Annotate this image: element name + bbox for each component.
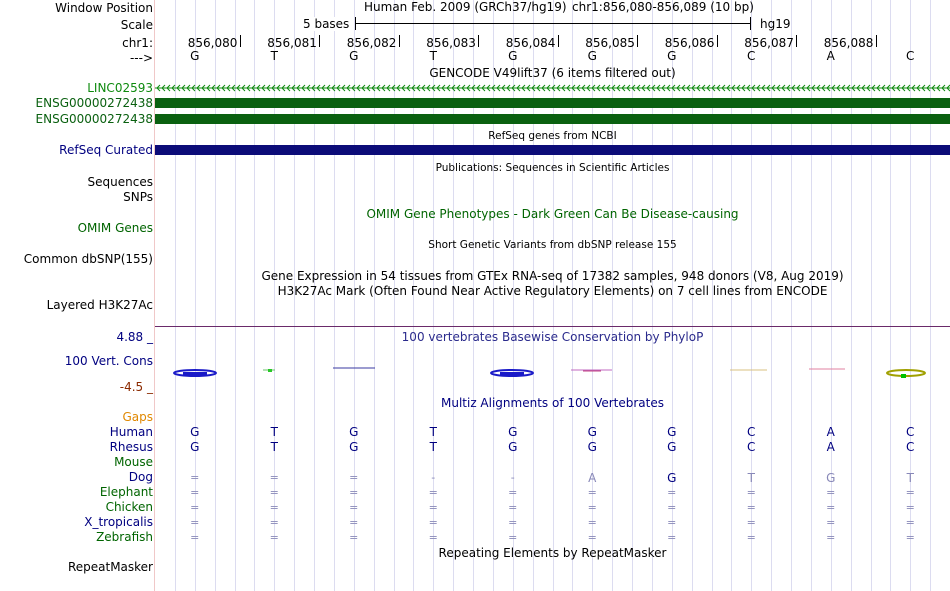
coordinate-label: 856,082 <box>346 36 397 50</box>
scale-bar <box>355 23 751 24</box>
alignment-base: = <box>428 486 438 499</box>
gene-linc02593-arrows[interactable] <box>155 83 950 93</box>
alignment-base: A <box>826 440 835 454</box>
alignment-base: = <box>349 531 359 544</box>
reference-base: G <box>508 49 518 63</box>
alignment-base: = <box>667 501 677 514</box>
refseq-label[interactable]: RefSeq Curated <box>59 143 153 157</box>
alignment-base: = <box>349 486 359 499</box>
alignment-base: = <box>190 501 200 514</box>
alignment-base: = <box>349 471 359 484</box>
reference-base: A <box>826 49 835 63</box>
alignment-base: = <box>587 516 597 529</box>
coordinate-label: 856,080 <box>187 36 238 50</box>
reference-base: G <box>190 49 200 63</box>
gene-label-ensg-1[interactable]: ENSG00000272438 <box>35 96 153 110</box>
alignment-base: = <box>428 501 438 514</box>
gene-ensg-2-bar[interactable] <box>155 114 950 124</box>
reference-base: T <box>429 49 437 63</box>
alignment-base: G <box>349 440 359 454</box>
alignment-base: = <box>746 486 756 499</box>
reference-base: G <box>349 49 359 63</box>
alignment-base: = <box>587 531 597 544</box>
coordinate-tick <box>319 35 320 47</box>
alignment-base: = <box>905 501 915 514</box>
gtex-track-title[interactable]: Gene Expression in 54 tissues from GTEx RNA-seq of 17382 samples, 948 donors (V8, Aug 2019) <box>261 269 844 283</box>
alignment-base: = <box>190 471 200 484</box>
reference-base: C <box>906 49 915 63</box>
alignment-base: = <box>190 531 200 544</box>
alignment-base: = <box>746 501 756 514</box>
phylop-label[interactable]: 100 Vert. Cons <box>64 354 153 368</box>
scale-bar-left-tick <box>355 17 356 30</box>
coordinate-label: 856,087 <box>744 36 794 50</box>
alignment-base: - <box>431 471 436 484</box>
alignment-base: = <box>269 471 279 484</box>
dbsnp-track-title[interactable]: Short Genetic Variants from dbSNP release 155 <box>428 239 677 251</box>
alignment-base: = <box>508 531 518 544</box>
coordinate-label: 856,083 <box>426 36 476 50</box>
species-label[interactable]: Rhesus <box>109 440 153 454</box>
alignment-base: G <box>508 425 518 439</box>
alignment-base: T <box>747 471 755 485</box>
omim-label[interactable]: OMIM Genes <box>77 221 153 235</box>
alignment-base: = <box>508 486 518 499</box>
species-label[interactable]: Dog <box>128 470 153 484</box>
repeatmasker-track-title[interactable]: Repeating Elements by RepeatMasker <box>438 546 667 560</box>
coordinate-tick <box>717 35 718 47</box>
species-label[interactable]: Chicken <box>105 500 153 514</box>
alignment-base: C <box>906 425 915 439</box>
alignment-base: G <box>667 471 677 485</box>
phylop-track-title[interactable]: 100 vertebrates Basewise Conservation by PhyloP <box>401 330 704 344</box>
alignment-base: A <box>826 425 835 439</box>
alignment-base: T <box>429 440 437 454</box>
alignment-base: C <box>906 440 915 454</box>
alignment-base: = <box>428 531 438 544</box>
reference-base: G <box>587 49 597 63</box>
species-label[interactable]: Zebrafish <box>96 530 153 544</box>
gene-ensg-1-bar[interactable] <box>155 98 950 108</box>
gene-label-linc02593[interactable]: LINC02593 <box>87 81 153 95</box>
reference-base: C <box>747 49 756 63</box>
alignment-base: = <box>587 501 597 514</box>
alignment-base: = <box>349 516 359 529</box>
alignment-base: G <box>667 425 677 439</box>
alignment-base: = <box>269 501 279 514</box>
alignment-base: G <box>508 440 518 454</box>
alignment-base: T <box>429 425 437 439</box>
alignment-base: C <box>747 425 756 439</box>
reference-base: T <box>270 49 278 63</box>
alignment-base: = <box>667 516 677 529</box>
species-label[interactable]: Mouse <box>114 455 153 469</box>
coordinate-tick <box>796 35 797 47</box>
alignment-base: G <box>587 440 597 454</box>
coordinate-tick <box>240 35 241 47</box>
sequences-label[interactable]: Sequences <box>87 175 153 189</box>
alignment-base: T <box>906 471 914 485</box>
h3k27ac-label[interactable]: Layered H3K27Ac <box>46 298 153 312</box>
alignment-base: = <box>746 531 756 544</box>
species-label[interactable]: Human <box>109 425 153 439</box>
coordinate-tick <box>399 35 400 47</box>
alignment-base: = <box>428 516 438 529</box>
h3k27ac-track-title[interactable]: H3K27Ac Mark (Often Found Near Active Regulatory Elements) on 7 cell lines from ENCODE <box>277 284 828 298</box>
refseq-track-title[interactable]: RefSeq genes from NCBI <box>488 130 617 142</box>
alignment-base: T <box>270 440 278 454</box>
refseq-bar[interactable] <box>155 145 950 155</box>
coordinate-tick <box>558 35 559 47</box>
dbsnp-label[interactable]: Common dbSNP(155) <box>23 252 153 266</box>
alignment-base: G <box>587 425 597 439</box>
repeatmasker-label[interactable]: RepeatMasker <box>67 560 153 574</box>
alignment-base: = <box>269 516 279 529</box>
position-text: chr1:856,080-856,089 (10 bp) <box>572 0 754 14</box>
gene-label-ensg-2[interactable]: ENSG00000272438 <box>35 112 153 126</box>
phylop-max-label: 4.88 _ <box>116 330 153 344</box>
alignment-base: G <box>190 425 200 439</box>
alignment-base: C <box>747 440 756 454</box>
alignment-base: G <box>667 440 677 454</box>
scale-text: 5 bases <box>300 17 352 31</box>
alignment-base: = <box>508 516 518 529</box>
gaps-label: Gaps <box>122 410 153 424</box>
alignment-base: = <box>905 531 915 544</box>
label-divider <box>154 0 155 591</box>
coordinate-label: 856,085 <box>585 36 635 50</box>
scale-label: Scale <box>120 18 153 32</box>
coordinate-label: 856,086 <box>664 36 715 50</box>
chrom-label: chr1: <box>122 36 153 50</box>
alignment-base: = <box>190 516 200 529</box>
multiz-track-title[interactable]: Multiz Alignments of 100 Vertebrates <box>440 396 665 410</box>
window-position-label: Window Position <box>55 1 153 15</box>
alignment-base: = <box>587 486 597 499</box>
alignment-base: = <box>826 531 836 544</box>
species-label[interactable]: X_tropicalis <box>84 515 153 529</box>
alignment-base: = <box>269 531 279 544</box>
alignment-base: G <box>826 471 836 485</box>
alignment-base: = <box>905 516 915 529</box>
scale-bar-right-tick <box>750 17 751 30</box>
coordinate-tick <box>876 35 877 47</box>
reference-base: G <box>667 49 677 63</box>
phylop-top-line <box>155 326 950 327</box>
alignment-base: A <box>588 471 597 485</box>
alignment-base: = <box>269 486 279 499</box>
coordinate-label: 856,088 <box>823 36 874 50</box>
strand-label: ---> <box>129 51 153 65</box>
alignment-base: - <box>510 471 515 484</box>
coordinate-tick <box>637 35 638 47</box>
alignment-base: = <box>508 501 518 514</box>
alignment-base: = <box>667 486 677 499</box>
alignment-base: = <box>826 486 836 499</box>
alignment-base: = <box>190 486 200 499</box>
alignment-base: = <box>667 531 677 544</box>
phylop-min-label: -4.5 _ <box>119 380 153 394</box>
scale-assembly: hg19 <box>760 17 791 31</box>
gencode-track-title[interactable]: GENCODE V49lift37 (6 items filtered out) <box>429 66 676 80</box>
phylop-conservation-glyphs <box>155 362 950 382</box>
alignment-base: T <box>270 425 278 439</box>
assembly-text: Human Feb. 2009 (GRCh37/hg19) <box>364 0 567 14</box>
coordinate-label: 856,084 <box>505 36 556 50</box>
omim-track-title[interactable]: OMIM Gene Phenotypes - Dark Green Can Be Disease-causing <box>366 207 739 221</box>
coordinate-label: 856,081 <box>267 36 317 50</box>
alignment-base: = <box>826 501 836 514</box>
species-label[interactable]: Elephant <box>99 485 153 499</box>
alignment-base: G <box>349 425 359 439</box>
publications-track-title[interactable]: Publications: Sequences in Scientific Articles <box>435 162 670 174</box>
alignment-base: = <box>826 516 836 529</box>
alignment-base: = <box>746 516 756 529</box>
alignment-base: = <box>349 501 359 514</box>
coordinate-tick <box>478 35 479 47</box>
alignment-base: = <box>905 486 915 499</box>
snps-label[interactable]: SNPs <box>123 190 153 204</box>
alignment-base: G <box>190 440 200 454</box>
